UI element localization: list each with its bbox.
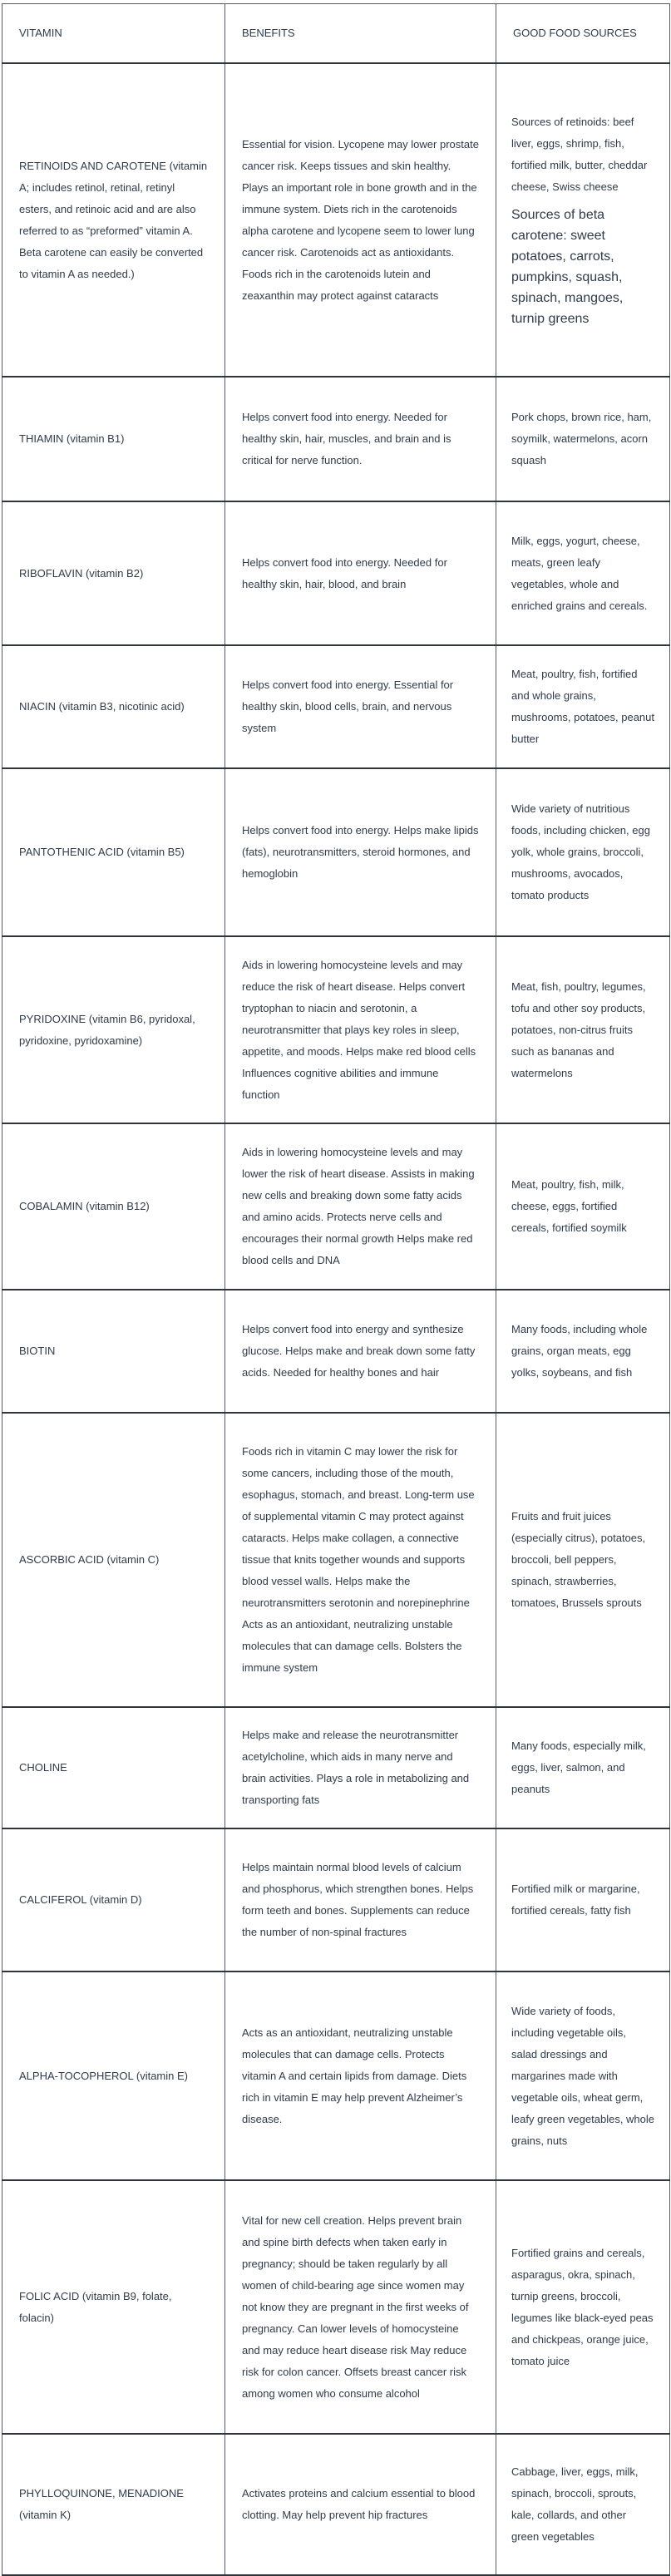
vitamin-cell: THIAMIN (vitamin B1) — [2, 377, 225, 501]
sources-cell: Pork chops, brown rice, ham, soymilk, watermelons, acorn squash — [496, 377, 670, 501]
header-vitamin: VITAMIN — [2, 4, 225, 64]
benefits-cell: Aids in lowering homocysteine levels and may reduce the risk of heart disease. Helps convert tryptophan to niacin and serotonin, a neurotransmitter that plays key roles in sleep, appetite, and moods. Helps make red blood cells Influences cognitive abilities and immune function — [225, 936, 496, 1123]
sources-cell: Wide variety of foods, including vegetable oils, salad dressings and margarines made with vegetable oils, wheat germ, leafy green vegetables, whole grains, nuts — [496, 1971, 670, 2180]
sources-cell: Fortified milk or margarine, fortified cereals, fatty fish — [496, 1828, 670, 1971]
sources-cell: Fortified grains and cereals, asparagus, okra, spinach, turnip greens, broccoli, legumes like black-eyed peas and chickpeas, orange juice, tomato juice — [496, 2180, 670, 2434]
table-row — [2, 1828, 670, 1971]
table-row — [2, 2180, 670, 2434]
table-row — [2, 377, 670, 501]
table-row — [2, 2434, 670, 2575]
sources-cell — [496, 63, 670, 377]
benefits-cell: Helps make and release the neurotransmitter acetylcholine, which aids in many nerve and brain activities. Plays a role in metabolizing and transporting fats — [225, 1707, 496, 1828]
vitamin-table — [2, 3, 670, 2576]
benefits-cell: Acts as an antioxidant, neutralizing unstable molecules that can damage cells. Protects vitamin A and certain lipids from damage. Diets rich in vitamin E may help prevent Alzheimer’s disease. — [225, 1971, 496, 2180]
sources-cell: Many foods, especially milk, eggs, liver, salmon, and peanuts — [496, 1707, 670, 1828]
sources-retinoids: Sources of retinoids: beef liver, eggs, shrimp, fish, fortified milk, butter, cheddar cheese, Swiss cheese — [511, 115, 648, 193]
benefits-cell: Helps convert food into energy and synthesize glucose. Helps make and break down some fatty acids. Needed for healthy bones and hair — [225, 1290, 496, 1413]
vitamin-cell: COBALAMIN (vitamin B12) — [2, 1123, 225, 1290]
vitamin-cell: RETINOIDS AND CAROTENE (vitamin A; includes retinol, retinal, retinyl esters, and retinoic acid and are also referred to as “preformed” vitamin A. Beta carotene can easily be converted to vitamin A as needed.) — [2, 63, 225, 377]
sources-cell: Many foods, including whole grains, organ meats, egg yolks, soybeans, and fish — [496, 1290, 670, 1413]
vitamin-cell: FOLIC ACID (vitamin B9, folate, folacin) — [2, 2180, 225, 2434]
benefits-cell: Helps convert food into energy. Needed for healthy skin, hair, blood, and brain — [225, 501, 496, 645]
table-row — [2, 1290, 670, 1413]
vitamin-cell: RIBOFLAVIN (vitamin B2) — [2, 501, 225, 645]
sources-beta-carotene: Sources of beta carotene: sweet potatoes, carrots, pumpkins, squash, spinach, mangoes, turnip greens — [511, 207, 624, 326]
sources-cell: Wide variety of nutritious foods, including chicken, egg yolk, whole grains, broccoli, mushrooms, avocados, tomato products — [496, 768, 670, 936]
vitamin-cell: PYRIDOXINE (vitamin B6, pyridoxal, pyridoxine, pyridoxamine) — [2, 936, 225, 1123]
benefits-cell: Aids in lowering homocysteine levels and may lower the risk of heart disease. Assists in making new cells and breaking down some fatty acids and amino acids. Protects nerve cells and encourages their normal growth Helps make red blood cells and DNA — [225, 1123, 496, 1290]
benefits-cell: Helps maintain normal blood levels of calcium and phosphorus, which strengthen bones. Helps form teeth and bones. Supplements can reduce the number of non-spinal fractures — [225, 1828, 496, 1971]
table-row — [2, 645, 670, 768]
vitamin-cell: ASCORBIC ACID (vitamin C) — [2, 1413, 225, 1707]
sources-cell: Meat, poultry, fish, fortified and whole grains, mushrooms, potatoes, peanut butter — [496, 645, 670, 768]
benefits-cell: Helps convert food into energy. Essential for healthy skin, blood cells, brain, and nervous system — [225, 645, 496, 768]
vitamin-cell: PANTOTHENIC ACID (vitamin B5) — [2, 768, 225, 936]
benefits-cell: Foods rich in vitamin C may lower the risk for some cancers, including those of the mouth, esophagus, stomach, and breast. Long-term use of supplemental vitamin C may protect against cataracts. Helps make collagen, a connective tissue that knits together wounds and supports blood vessel walls. Helps make the neurotransmitters serotonin and norepinephrine Acts as an antioxidant, neutralizing unstable molecules that can damage cells. Bolsters the immune system — [225, 1413, 496, 1707]
vitamin-cell: ALPHA-TOCOPHEROL (vitamin E) — [2, 1971, 225, 2180]
table-row — [2, 501, 670, 645]
header-sources: GOOD FOOD SOURCES — [496, 4, 670, 64]
sources-cell: Meat, fish, poultry, legumes, tofu and other soy products, potatoes, non-citrus fruits such as bananas and watermelons — [496, 936, 670, 1123]
benefits-cell: Helps convert food into energy. Needed for healthy skin, hair, muscles, and brain and is critical for nerve function. — [225, 377, 496, 501]
header-benefits: BENEFITS — [225, 4, 496, 64]
vitamin-cell: BIOTIN — [2, 1290, 225, 1413]
benefits-cell: Essential for vision. Lycopene may lower prostate cancer risk. Keeps tissues and skin healthy. Plays an important role in bone growth and in the immune system. Diets rich in the carotenoids alpha carotene and lycopene seem to lower lung cancer risk. Carotenoids act as antioxidants. Foods rich in the carotenoids lutein and zeaxanthin may protect against cataracts — [225, 63, 496, 377]
table-row — [2, 1707, 670, 1828]
table-row — [2, 1123, 670, 1290]
table-row — [2, 1413, 670, 1707]
table-row — [2, 63, 670, 377]
vitamin-cell: NIACIN (vitamin B3, nicotinic acid) — [2, 645, 225, 768]
sources-cell: Fruits and fruit juices (especially citrus), potatoes, broccoli, bell peppers, spinach, strawberries, tomatoes, Brussels sprouts — [496, 1413, 670, 1707]
table-row — [2, 936, 670, 1123]
sources-cell: Milk, eggs, yogurt, cheese, meats, green leafy vegetables, whole and enriched grains and cereals. — [496, 501, 670, 645]
table-row — [2, 768, 670, 936]
benefits-cell: Helps convert food into energy. Helps make lipids (fats), neurotransmitters, steroid hormones, and hemoglobin — [225, 768, 496, 936]
vitamin-cell: CALCIFEROL (vitamin D) — [2, 1828, 225, 1971]
vitamin-cell: PHYLLOQUINONE, MENADIONE (vitamin K) — [2, 2434, 225, 2575]
vitamin-cell: CHOLINE — [2, 1707, 225, 1828]
benefits-cell: Activates proteins and calcium essential to blood clotting. May help prevent hip fractures — [225, 2434, 496, 2575]
sources-cell: Cabbage, liver, eggs, milk, spinach, broccoli, sprouts, kale, collards, and other green vegetables — [496, 2434, 670, 2575]
benefits-cell: Vital for new cell creation. Helps prevent brain and spine birth defects when taken early in pregnancy; should be taken regularly by all women of child-bearing age since women may not know they are pregnant in the first weeks of pregnancy. Can lower levels of homocysteine and may reduce heart disease risk May reduce risk for colon cancer. Offsets breast cancer risk among women who consume alcohol — [225, 2180, 496, 2434]
sources-cell: Meat, poultry, fish, milk, cheese, eggs, fortified cereals, fortified soymilk — [496, 1123, 670, 1290]
header-row — [2, 4, 670, 64]
table-row — [2, 1971, 670, 2180]
